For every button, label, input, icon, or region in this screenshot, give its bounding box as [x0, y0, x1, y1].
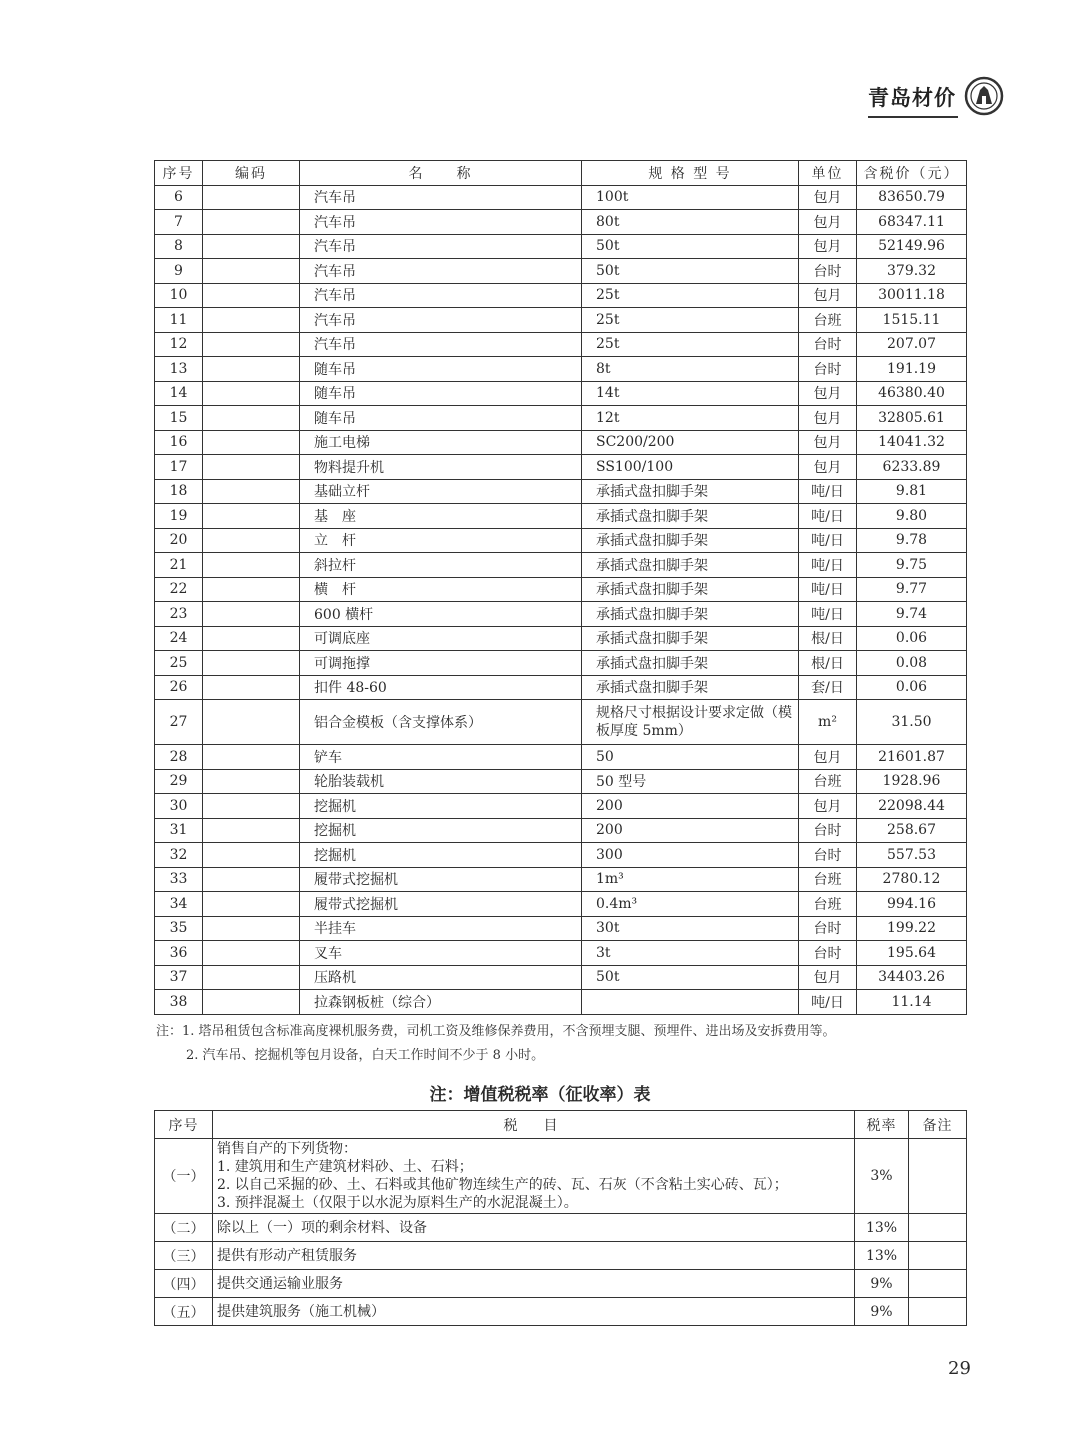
cell-name: 履带式挖掘机: [300, 892, 582, 917]
cell-price: 22098.44: [857, 794, 967, 819]
tax-cell-remark: [909, 1214, 967, 1242]
table-row: [155, 602, 967, 627]
cell-price: 9.75: [857, 553, 967, 578]
table-row: [155, 577, 967, 602]
cell-spec: 承插式盘扣脚手架: [582, 626, 799, 651]
cell-unit: 台时: [799, 941, 857, 966]
cell-no: 38: [155, 990, 203, 1015]
cell-code: [203, 965, 300, 990]
tax-cell-rate: 9%: [855, 1298, 909, 1326]
cell-unit: 台班: [799, 892, 857, 917]
note-line-2: 2. 汽车吊、挖掘机等包月设备，白天工作时间不少于 8 小时。: [186, 1048, 545, 1063]
tax-cell-item: [213, 1242, 855, 1270]
cell-name: 半挂车: [300, 916, 582, 941]
col-header-unit: 单位: [799, 161, 857, 186]
cell-spec: SC200/200: [582, 430, 799, 455]
cell-no: 25: [155, 651, 203, 676]
table-header-row: [155, 161, 967, 186]
tax-cell-remark: [909, 1242, 967, 1270]
table-row: [155, 794, 967, 819]
table-row: [155, 818, 967, 843]
table-row: [155, 283, 967, 308]
table-row: [155, 357, 967, 382]
tax-cell-no: （四）: [155, 1270, 213, 1298]
cell-no: 7: [155, 210, 203, 235]
table-row: [155, 867, 967, 892]
tax-cell-item: [213, 1298, 855, 1326]
cell-spec: 承插式盘扣脚手架: [582, 651, 799, 676]
tax-item-line: 提供交通运输业服务: [217, 1275, 343, 1292]
cell-spec: 承插式盘扣脚手架: [582, 528, 799, 553]
cell-no: 30: [155, 794, 203, 819]
cell-name: 挖掘机: [300, 818, 582, 843]
cell-unit: 吨/日: [799, 528, 857, 553]
tax-row: [155, 1298, 967, 1326]
cell-unit: 包月: [799, 794, 857, 819]
table-notes: [156, 1020, 836, 1068]
col-header-spec: 规 格 型 号: [582, 161, 799, 186]
cell-name: 可调底座: [300, 626, 582, 651]
cell-code: [203, 234, 300, 259]
table-row: [155, 553, 967, 578]
cell-spec: 1m³: [582, 867, 799, 892]
table-row: [155, 965, 967, 990]
cell-name: 随车吊: [300, 381, 582, 406]
table-row: [155, 430, 967, 455]
tax-item-line: 销售自产的下列货物：: [217, 1141, 357, 1157]
tax-cell-no: （三）: [155, 1242, 213, 1270]
cell-price: 34403.26: [857, 965, 967, 990]
cell-spec: 200: [582, 818, 799, 843]
cell-price: 46380.40: [857, 381, 967, 406]
cell-no: 19: [155, 504, 203, 529]
cell-no: 15: [155, 406, 203, 431]
cell-name: 随车吊: [300, 406, 582, 431]
cell-code: [203, 745, 300, 770]
vat-rate-table: [154, 1110, 967, 1326]
cell-unit: 包月: [799, 283, 857, 308]
table-row: [155, 332, 967, 357]
cell-code: [203, 818, 300, 843]
cell-code: [203, 308, 300, 333]
tax-cell-remark: [909, 1270, 967, 1298]
cell-name: 铲车: [300, 745, 582, 770]
cell-name: 斜拉杆: [300, 553, 582, 578]
tax-col-header-remark: 备注: [909, 1111, 967, 1139]
cell-name: 挖掘机: [300, 794, 582, 819]
cell-no: 20: [155, 528, 203, 553]
cell-name: 汽车吊: [300, 234, 582, 259]
cell-spec: 50t: [582, 259, 799, 284]
cell-price: 0.06: [857, 675, 967, 700]
cell-code: [203, 381, 300, 406]
cell-code: [203, 675, 300, 700]
cell-unit: 台班: [799, 308, 857, 333]
cell-code: [203, 626, 300, 651]
cell-name: 叉车: [300, 941, 582, 966]
header-rule: [868, 116, 958, 118]
tax-cell-rate: 13%: [855, 1214, 909, 1242]
cell-price: 258.67: [857, 818, 967, 843]
table-row: [155, 455, 967, 480]
cell-code: [203, 528, 300, 553]
cell-spec: 承插式盘扣脚手架: [582, 577, 799, 602]
cell-spec: 200: [582, 794, 799, 819]
cell-no: 36: [155, 941, 203, 966]
cell-spec: 承插式盘扣脚手架: [582, 675, 799, 700]
cell-price: 2780.12: [857, 867, 967, 892]
cell-price: 11.14: [857, 990, 967, 1015]
cell-code: [203, 553, 300, 578]
cell-no: 10: [155, 283, 203, 308]
table-row: [155, 626, 967, 651]
cell-no: 6: [155, 185, 203, 210]
cell-spec: 8t: [582, 357, 799, 382]
cell-code: [203, 332, 300, 357]
cell-name: 汽车吊: [300, 308, 582, 333]
cell-no: 18: [155, 479, 203, 504]
cell-unit: 吨/日: [799, 602, 857, 627]
tax-item-line: 除以上（一）项的剩余材料、设备: [217, 1219, 427, 1236]
cell-price: 21601.87: [857, 745, 967, 770]
cell-no: 34: [155, 892, 203, 917]
cell-unit: 台班: [799, 769, 857, 794]
cell-spec: 25t: [582, 308, 799, 333]
tax-cell-no: （一）: [155, 1139, 213, 1214]
cell-price: 9.78: [857, 528, 967, 553]
cell-unit: 根/日: [799, 626, 857, 651]
cell-no: 14: [155, 381, 203, 406]
cell-price: 83650.79: [857, 185, 967, 210]
cell-code: [203, 185, 300, 210]
cell-no: 28: [155, 745, 203, 770]
cell-unit: 吨/日: [799, 990, 857, 1015]
cell-price: 9.74: [857, 602, 967, 627]
table-row: [155, 308, 967, 333]
cell-price: 207.07: [857, 332, 967, 357]
cell-code: [203, 916, 300, 941]
tax-row: [155, 1214, 967, 1242]
cell-price: 32805.61: [857, 406, 967, 431]
table-row: [155, 504, 967, 529]
cell-code: [203, 990, 300, 1015]
tax-cell-item: [213, 1214, 855, 1242]
cell-name: 可调拖撑: [300, 651, 582, 676]
cell-spec: 0.4m³: [582, 892, 799, 917]
cell-name: 汽车吊: [300, 210, 582, 235]
tax-cell-rate: 13%: [855, 1242, 909, 1270]
cell-code: [203, 259, 300, 284]
tax-item-line: 提供建筑服务（施工机械）: [217, 1303, 385, 1320]
tax-row: [155, 1270, 967, 1298]
tax-cell-rate: 3%: [855, 1139, 909, 1214]
table-row: [155, 769, 967, 794]
cell-spec: 14t: [582, 381, 799, 406]
cell-spec: 承插式盘扣脚手架: [582, 602, 799, 627]
cell-code: [203, 406, 300, 431]
cell-unit: 吨/日: [799, 479, 857, 504]
tax-cell-remark: [909, 1139, 967, 1214]
cell-price: 1515.11: [857, 308, 967, 333]
tax-cell-rate: 9%: [855, 1270, 909, 1298]
cell-unit: 吨/日: [799, 553, 857, 578]
tax-table-title: 注：增值税税率（征收率）表: [429, 1085, 651, 1105]
cell-price: 0.06: [857, 626, 967, 651]
cell-code: [203, 892, 300, 917]
table-row: [155, 259, 967, 284]
cell-name: 横 杆: [300, 577, 582, 602]
cell-name: 扣件 48-60: [300, 675, 582, 700]
cell-name: 立 杆: [300, 528, 582, 553]
cell-spec: SS100/100: [582, 455, 799, 480]
cell-code: [203, 794, 300, 819]
cell-unit: 台时: [799, 916, 857, 941]
cell-unit: 吨/日: [799, 504, 857, 529]
cell-price: 52149.96: [857, 234, 967, 259]
cell-code: [203, 283, 300, 308]
cell-code: [203, 479, 300, 504]
cell-no: 17: [155, 455, 203, 480]
table-row: [155, 651, 967, 676]
cell-no: 27: [155, 700, 203, 745]
cell-name: 铝合金模板（含支撑体系）: [300, 700, 582, 745]
cell-no: 29: [155, 769, 203, 794]
cell-no: 33: [155, 867, 203, 892]
cell-unit: 台班: [799, 867, 857, 892]
cell-spec: 25t: [582, 283, 799, 308]
cell-price: 9.80: [857, 504, 967, 529]
cell-price: 379.32: [857, 259, 967, 284]
cell-unit: 包月: [799, 965, 857, 990]
cell-no: 22: [155, 577, 203, 602]
cell-name: 压路机: [300, 965, 582, 990]
cell-spec: [582, 990, 799, 1015]
cell-spec: 30t: [582, 916, 799, 941]
cell-spec: 50t: [582, 965, 799, 990]
cell-unit: 台时: [799, 259, 857, 284]
cell-no: 26: [155, 675, 203, 700]
tax-cell-no: （五）: [155, 1298, 213, 1326]
cell-price: 199.22: [857, 916, 967, 941]
cell-price: 994.16: [857, 892, 967, 917]
cell-name: 600 横杆: [300, 602, 582, 627]
cell-code: [203, 357, 300, 382]
cell-unit: 包月: [799, 430, 857, 455]
col-header-name: 名 称: [300, 161, 582, 186]
cell-unit: 包月: [799, 234, 857, 259]
table-row: [155, 990, 967, 1015]
tax-cell-item: [213, 1270, 855, 1298]
cell-unit: m²: [799, 700, 857, 745]
cell-unit: 套/日: [799, 675, 857, 700]
table-row: [155, 675, 967, 700]
table-row: [155, 941, 967, 966]
cell-name: 拉森钢板桩（综合）: [300, 990, 582, 1015]
tax-cell-no: （二）: [155, 1214, 213, 1242]
cell-spec: 承插式盘扣脚手架: [582, 504, 799, 529]
cell-code: [203, 651, 300, 676]
cell-code: [203, 430, 300, 455]
cell-spec: 25t: [582, 332, 799, 357]
cell-price: 1928.96: [857, 769, 967, 794]
tax-row: [155, 1242, 967, 1270]
cell-spec: 80t: [582, 210, 799, 235]
cell-name: 挖掘机: [300, 843, 582, 868]
publication-logo-icon: [964, 76, 1004, 116]
tax-col-header-no: 序号: [155, 1111, 213, 1139]
tax-row: [155, 1139, 967, 1214]
cell-code: [203, 867, 300, 892]
cell-no: 16: [155, 430, 203, 455]
cell-price: 9.81: [857, 479, 967, 504]
cell-code: [203, 941, 300, 966]
cell-name: 汽车吊: [300, 283, 582, 308]
cell-unit: 包月: [799, 210, 857, 235]
cell-code: [203, 700, 300, 745]
tax-item-line: 2. 以自己采掘的砂、土、石料或其他矿物连续生产的砖、瓦、石灰（不含粘土实心砖、瓦）；: [217, 1177, 788, 1193]
cell-unit: 吨/日: [799, 577, 857, 602]
cell-price: 6233.89: [857, 455, 967, 480]
cell-no: 13: [155, 357, 203, 382]
cell-name: 汽车吊: [300, 185, 582, 210]
header-title: 青岛材价: [868, 86, 956, 110]
cell-no: 35: [155, 916, 203, 941]
tax-item-line: 3. 预拌混凝土（仅限于以水泥为原料生产的水泥混凝土）。: [217, 1195, 578, 1211]
running-header: [868, 74, 1008, 118]
page-number: 29: [948, 1358, 971, 1379]
cell-unit: 包月: [799, 455, 857, 480]
cell-unit: 根/日: [799, 651, 857, 676]
cell-spec: 50t: [582, 234, 799, 259]
tax-col-header-item: 税 目: [213, 1111, 855, 1139]
table-row: [155, 916, 967, 941]
tax-item-line: 1. 建筑用和生产建筑材料砂、土、石料；: [217, 1159, 473, 1175]
table-row: [155, 381, 967, 406]
table-row: [155, 406, 967, 431]
cell-price: 191.19: [857, 357, 967, 382]
cell-price: 30011.18: [857, 283, 967, 308]
cell-no: 24: [155, 626, 203, 651]
table-row: [155, 479, 967, 504]
cell-code: [203, 769, 300, 794]
cell-code: [203, 577, 300, 602]
cell-no: 21: [155, 553, 203, 578]
col-header-no: 序号: [155, 161, 203, 186]
tax-cell-item: [213, 1139, 855, 1214]
cell-unit: 包月: [799, 406, 857, 431]
cell-spec: 3t: [582, 941, 799, 966]
cell-name: 物料提升机: [300, 455, 582, 480]
cell-name: 基础立杆: [300, 479, 582, 504]
cell-name: 汽车吊: [300, 259, 582, 284]
cell-price: 557.53: [857, 843, 967, 868]
cell-spec: 300: [582, 843, 799, 868]
cell-code: [203, 210, 300, 235]
col-header-code: 编码: [203, 161, 300, 186]
cell-price: 68347.11: [857, 210, 967, 235]
cell-unit: 台时: [799, 818, 857, 843]
cell-name: 施工电梯: [300, 430, 582, 455]
cell-price: 14041.32: [857, 430, 967, 455]
cell-unit: 包月: [799, 745, 857, 770]
cell-code: [203, 602, 300, 627]
cell-code: [203, 455, 300, 480]
cell-name: 汽车吊: [300, 332, 582, 357]
cell-price: 9.77: [857, 577, 967, 602]
cell-no: 9: [155, 259, 203, 284]
tax-item-line: 提供有形动产租赁服务: [217, 1247, 357, 1264]
cell-spec: 规格尺寸根据设计要求定做（模板厚度 5mm）: [582, 700, 799, 745]
table-row: [155, 185, 967, 210]
table-row: [155, 892, 967, 917]
tax-col-header-rate: 税率: [855, 1111, 909, 1139]
cell-unit: 台时: [799, 332, 857, 357]
table-row: [155, 528, 967, 553]
cell-price: 31.50: [857, 700, 967, 745]
table-row: [155, 700, 967, 745]
col-header-price: 含税价（元）: [857, 161, 967, 186]
cell-name: 随车吊: [300, 357, 582, 382]
cell-price: 195.64: [857, 941, 967, 966]
cell-spec: 50 型号: [582, 769, 799, 794]
cell-name: 轮胎装载机: [300, 769, 582, 794]
cell-no: 8: [155, 234, 203, 259]
cell-code: [203, 504, 300, 529]
table-row: [155, 745, 967, 770]
cell-name: 基 座: [300, 504, 582, 529]
cell-unit: 包月: [799, 185, 857, 210]
cell-no: 37: [155, 965, 203, 990]
cell-no: 11: [155, 308, 203, 333]
cell-spec: 承插式盘扣脚手架: [582, 553, 799, 578]
cell-code: [203, 843, 300, 868]
cell-unit: 台时: [799, 357, 857, 382]
cell-spec: 12t: [582, 406, 799, 431]
cell-price: 0.08: [857, 651, 967, 676]
note-line-1: 注：1. 塔吊租赁包含标准高度裸机服务费，司机工资及维修保养费用，不含预埋支腿、预埋件、进出场及安拆费用等。: [156, 1024, 836, 1039]
tax-cell-remark: [909, 1298, 967, 1326]
table-row: [155, 843, 967, 868]
cell-no: 23: [155, 602, 203, 627]
cell-spec: 100t: [582, 185, 799, 210]
table-row: [155, 210, 967, 235]
cell-name: 履带式挖掘机: [300, 867, 582, 892]
equipment-price-table: [154, 160, 967, 1015]
cell-no: 32: [155, 843, 203, 868]
cell-spec: 承插式盘扣脚手架: [582, 479, 799, 504]
cell-unit: 台时: [799, 843, 857, 868]
cell-spec: 50: [582, 745, 799, 770]
cell-no: 31: [155, 818, 203, 843]
table-row: [155, 234, 967, 259]
cell-unit: 包月: [799, 381, 857, 406]
cell-no: 12: [155, 332, 203, 357]
tax-header-row: [155, 1111, 967, 1139]
